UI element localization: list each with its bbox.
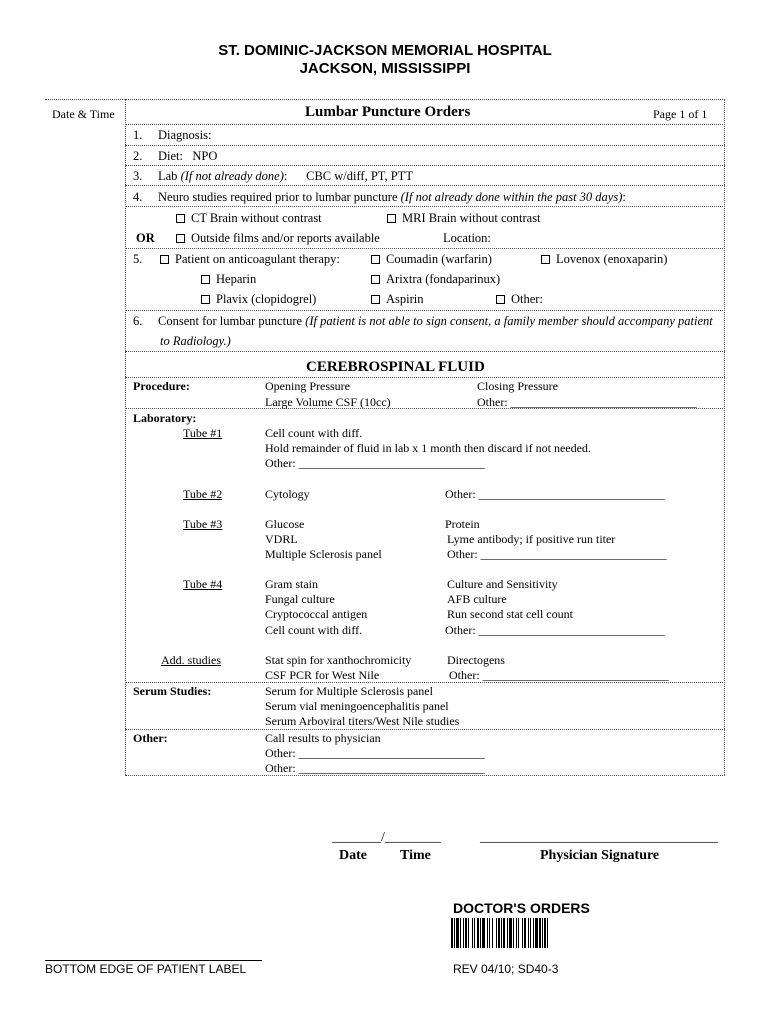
serum-studies-label: Serum Studies:	[133, 684, 212, 698]
checkbox[interactable]	[387, 214, 396, 223]
doctors-orders-label: DOCTOR'S ORDERS	[453, 900, 590, 916]
checkbox[interactable]	[201, 275, 210, 284]
laboratory-label: Laboratory:	[133, 411, 197, 425]
hospital-city: JACKSON, MISSISSIPPI	[299, 60, 471, 77]
barcode	[451, 918, 628, 948]
page-number: Page 1 of 1	[653, 107, 708, 121]
lab-order: Lab (If not already done): CBC w/diff, PT, PTT	[158, 169, 413, 183]
arixtra-option[interactable]: Arixtra (fondaparinux)	[371, 272, 500, 287]
coumadin-option[interactable]: Coumadin (warfarin)	[371, 252, 492, 267]
tube4-label: Tube #4	[183, 577, 223, 591]
revision-code: REV 04/10; SD40-3	[453, 962, 559, 976]
patient-label-edge: BOTTOM EDGE OF PATIENT LABEL	[45, 962, 247, 976]
location-label: Location:	[443, 231, 491, 245]
date-time-label: Date & Time	[52, 107, 115, 121]
mri-brain-option[interactable]: MRI Brain without contrast	[387, 211, 541, 226]
checkbox[interactable]	[371, 295, 380, 304]
form-right-border	[724, 99, 725, 775]
checkbox[interactable]	[371, 255, 380, 264]
consent-label: Consent for lumbar puncture (If patient is not able to sign consent, a family member should accompany patient	[158, 314, 713, 328]
checkbox[interactable]	[496, 295, 505, 304]
time-label: Time	[400, 848, 431, 863]
procedure-label: Procedure:	[133, 379, 190, 393]
checkbox[interactable]	[371, 275, 380, 284]
other-field-1[interactable]: Other: _______________________________	[265, 746, 485, 760]
checkbox[interactable]	[541, 255, 550, 264]
patient-label-line	[45, 960, 262, 961]
tube4-other-field[interactable]: Other: _______________________________	[445, 623, 665, 637]
tube3-label: Tube #3	[183, 517, 223, 531]
checkbox[interactable]	[201, 295, 210, 304]
signature-line[interactable]: __________________________________	[480, 830, 718, 845]
other-anticoag-option[interactable]: Other:	[496, 292, 543, 307]
ct-brain-option[interactable]: CT Brain without contrast	[176, 211, 322, 226]
or-label: OR	[136, 231, 155, 245]
hospital-name: ST. DOMINIC-JACKSON MEMORIAL HOSPITAL	[218, 42, 552, 59]
tube1-other-field[interactable]: Other: _______________________________	[265, 456, 485, 470]
add-studies-label: Add. studies	[161, 653, 221, 667]
outside-films-option[interactable]: Outside films and/or reports available	[176, 231, 380, 246]
other-field-2[interactable]: Other: _______________________________	[265, 761, 485, 775]
neuro-studies-label: Neuro studies required prior to lumbar puncture (If not already done within the past 30 days):	[158, 190, 626, 204]
checkbox[interactable]	[160, 255, 169, 264]
add-studies-other-field[interactable]: Other: _______________________________	[449, 668, 669, 682]
lovenox-option[interactable]: Lovenox (enoxaparin)	[541, 252, 667, 267]
tube1-label: Tube #1	[183, 426, 223, 440]
date-time-line[interactable]: _______/________	[332, 830, 441, 845]
tube2-label: Tube #2	[183, 487, 223, 501]
date-label: Date	[339, 848, 367, 863]
tube2-other-field[interactable]: Other: _______________________________	[445, 487, 665, 501]
form-top-border	[45, 99, 725, 100]
checkbox[interactable]	[176, 234, 185, 243]
date-column-divider	[125, 99, 126, 775]
anticoag-option[interactable]: Patient on anticoagulant therapy:	[160, 252, 340, 267]
tube3-other-field[interactable]: Other: _______________________________	[447, 547, 667, 561]
plavix-option[interactable]: Plavix (clopidogrel)	[201, 292, 316, 307]
diet-label: Diet: NPO	[158, 149, 218, 163]
diagnosis-label: Diagnosis:	[158, 128, 212, 142]
aspirin-option[interactable]: Aspirin	[371, 292, 424, 307]
csf-title: CEREBROSPINAL FLUID	[306, 359, 485, 375]
heparin-option[interactable]: Heparin	[201, 272, 256, 287]
physician-signature-label: Physician Signature	[540, 848, 660, 863]
procedure-other-field[interactable]: Other: _______________________________	[477, 395, 697, 409]
form-title: Lumbar Puncture Orders	[305, 104, 471, 120]
other-section-label: Other:	[133, 731, 168, 745]
consent-label-cont: to Radiology.)	[160, 334, 231, 348]
checkbox[interactable]	[176, 214, 185, 223]
